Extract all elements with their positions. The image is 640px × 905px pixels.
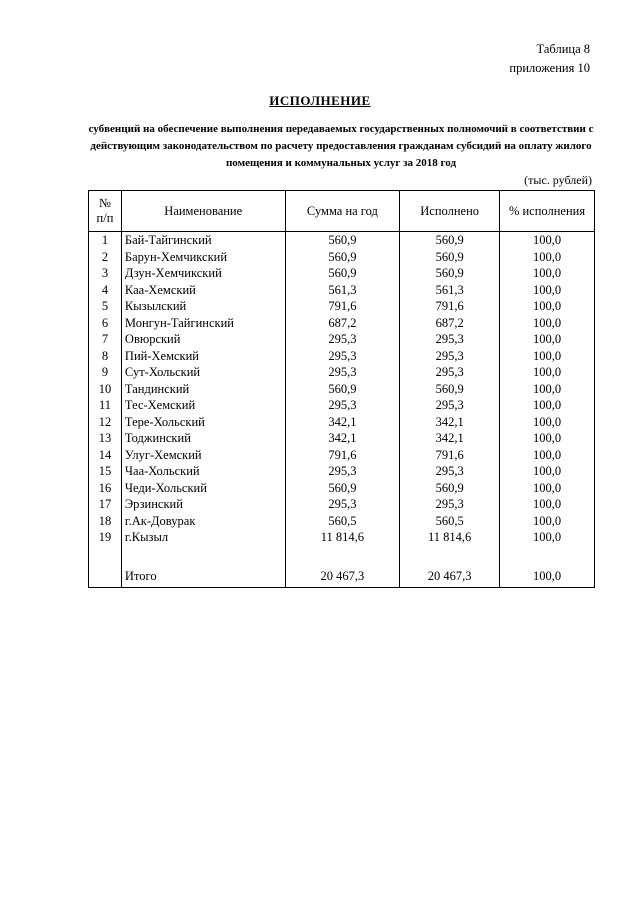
row-number-cell: 17 bbox=[89, 496, 122, 513]
row-executed-cell: 11 814,6 bbox=[400, 529, 500, 546]
row-number-cell: 18 bbox=[89, 513, 122, 530]
row-annual-cell: 791,6 bbox=[285, 447, 400, 464]
row-number-cell: 1 bbox=[89, 232, 122, 249]
total-percent-cell: 100,0 bbox=[500, 565, 595, 588]
row-annual-cell: 295,3 bbox=[285, 364, 400, 381]
row-name-cell: Бай-Тайгинский bbox=[121, 232, 285, 249]
row-executed-cell: 295,3 bbox=[400, 348, 500, 365]
column-header-name: Наименование bbox=[121, 191, 285, 232]
units-note: (тыс. рублей) bbox=[524, 173, 592, 187]
row-executed-cell: 295,3 bbox=[400, 331, 500, 348]
table-header-row bbox=[89, 191, 595, 232]
row-percent-cell: 100,0 bbox=[500, 232, 595, 249]
row-executed-cell: 295,3 bbox=[400, 496, 500, 513]
row-name-cell: Тандинский bbox=[121, 381, 285, 398]
row-number-cell: 12 bbox=[89, 414, 122, 431]
row-annual-cell: 687,2 bbox=[285, 315, 400, 332]
table-row bbox=[89, 315, 595, 332]
row-executed-cell: 295,3 bbox=[400, 364, 500, 381]
row-name-cell: Чеди-Хольский bbox=[121, 480, 285, 497]
row-percent-cell: 100,0 bbox=[500, 282, 595, 299]
row-annual-cell: 560,9 bbox=[285, 232, 400, 249]
row-executed-cell: 560,9 bbox=[400, 381, 500, 398]
column-header-executed: Исполнено bbox=[400, 191, 500, 232]
row-name-cell: г.Кызыл bbox=[121, 529, 285, 546]
row-percent-cell: 100,0 bbox=[500, 496, 595, 513]
execution-table bbox=[88, 190, 595, 588]
row-executed-cell: 295,3 bbox=[400, 397, 500, 414]
table-row bbox=[89, 331, 595, 348]
row-annual-cell: 295,3 bbox=[285, 348, 400, 365]
spacer-cell bbox=[400, 546, 500, 565]
row-name-cell: Дзун-Хемчикский bbox=[121, 265, 285, 282]
table-row bbox=[89, 430, 595, 447]
row-executed-cell: 791,6 bbox=[400, 447, 500, 464]
total-number-cell bbox=[89, 565, 122, 588]
row-number-cell: 4 bbox=[89, 282, 122, 299]
row-number-cell: 13 bbox=[89, 430, 122, 447]
row-number-cell: 10 bbox=[89, 381, 122, 398]
column-header-number-line1: № bbox=[98, 196, 111, 210]
table-row bbox=[89, 397, 595, 414]
column-header-percent: % исполнения bbox=[500, 191, 595, 232]
table-row bbox=[89, 364, 595, 381]
total-label-cell: Итого bbox=[121, 565, 285, 588]
spacer-cell bbox=[500, 546, 595, 565]
row-percent-cell: 100,0 bbox=[500, 381, 595, 398]
row-percent-cell: 100,0 bbox=[500, 529, 595, 546]
row-executed-cell: 791,6 bbox=[400, 298, 500, 315]
total-row bbox=[89, 565, 595, 588]
row-percent-cell: 100,0 bbox=[500, 298, 595, 315]
row-number-cell: 14 bbox=[89, 447, 122, 464]
document-reference bbox=[509, 40, 590, 78]
row-annual-cell: 560,9 bbox=[285, 265, 400, 282]
row-percent-cell: 100,0 bbox=[500, 414, 595, 431]
row-percent-cell: 100,0 bbox=[500, 480, 595, 497]
row-executed-cell: 560,9 bbox=[400, 480, 500, 497]
table-row bbox=[89, 447, 595, 464]
table-row bbox=[89, 232, 595, 249]
row-annual-cell: 560,5 bbox=[285, 513, 400, 530]
table-row bbox=[89, 282, 595, 299]
row-name-cell: Тес-Хемский bbox=[121, 397, 285, 414]
table-row bbox=[89, 480, 595, 497]
row-executed-cell: 687,2 bbox=[400, 315, 500, 332]
row-annual-cell: 561,3 bbox=[285, 282, 400, 299]
row-percent-cell: 100,0 bbox=[500, 364, 595, 381]
row-name-cell: Овюрский bbox=[121, 331, 285, 348]
table-row bbox=[89, 381, 595, 398]
column-header-number bbox=[89, 191, 122, 232]
table-row bbox=[89, 513, 595, 530]
row-executed-cell: 342,1 bbox=[400, 430, 500, 447]
row-executed-cell: 560,9 bbox=[400, 249, 500, 266]
row-number-cell: 11 bbox=[89, 397, 122, 414]
row-name-cell: Тере-Хольский bbox=[121, 414, 285, 431]
row-percent-cell: 100,0 bbox=[500, 397, 595, 414]
row-name-cell: Каа-Хемский bbox=[121, 282, 285, 299]
spacer-cell bbox=[285, 546, 400, 565]
table-row bbox=[89, 298, 595, 315]
appendix-number: приложения 10 bbox=[509, 61, 590, 75]
row-number-cell: 7 bbox=[89, 331, 122, 348]
row-number-cell: 3 bbox=[89, 265, 122, 282]
row-annual-cell: 791,6 bbox=[285, 298, 400, 315]
row-annual-cell: 560,9 bbox=[285, 480, 400, 497]
row-number-cell: 15 bbox=[89, 463, 122, 480]
table-row bbox=[89, 529, 595, 546]
row-annual-cell: 342,1 bbox=[285, 414, 400, 431]
row-percent-cell: 100,0 bbox=[500, 249, 595, 266]
row-percent-cell: 100,0 bbox=[500, 447, 595, 464]
row-number-cell: 6 bbox=[89, 315, 122, 332]
row-name-cell: Барун-Хемчикский bbox=[121, 249, 285, 266]
row-number-cell: 19 bbox=[89, 529, 122, 546]
total-executed-cell: 20 467,3 bbox=[400, 565, 500, 588]
row-annual-cell: 295,3 bbox=[285, 496, 400, 513]
table-row bbox=[89, 414, 595, 431]
row-annual-cell: 342,1 bbox=[285, 430, 400, 447]
spacer-cell bbox=[89, 546, 122, 565]
table-row bbox=[89, 249, 595, 266]
table-row bbox=[89, 265, 595, 282]
row-percent-cell: 100,0 bbox=[500, 430, 595, 447]
spacer-row bbox=[89, 546, 595, 565]
row-name-cell: Тоджинский bbox=[121, 430, 285, 447]
row-name-cell: Улуг-Хемский bbox=[121, 447, 285, 464]
row-name-cell: Сут-Хольский bbox=[121, 364, 285, 381]
row-name-cell: Пий-Хемский bbox=[121, 348, 285, 365]
row-percent-cell: 100,0 bbox=[500, 265, 595, 282]
row-annual-cell: 295,3 bbox=[285, 463, 400, 480]
table-body bbox=[89, 232, 595, 588]
row-percent-cell: 100,0 bbox=[500, 513, 595, 530]
row-annual-cell: 560,9 bbox=[285, 249, 400, 266]
row-annual-cell: 295,3 bbox=[285, 397, 400, 414]
column-header-annual: Сумма на год bbox=[285, 191, 400, 232]
row-percent-cell: 100,0 bbox=[500, 348, 595, 365]
row-executed-cell: 342,1 bbox=[400, 414, 500, 431]
row-name-cell: Чаа-Хольский bbox=[121, 463, 285, 480]
row-annual-cell: 560,9 bbox=[285, 381, 400, 398]
row-executed-cell: 561,3 bbox=[400, 282, 500, 299]
row-percent-cell: 100,0 bbox=[500, 315, 595, 332]
row-executed-cell: 295,3 bbox=[400, 463, 500, 480]
row-number-cell: 2 bbox=[89, 249, 122, 266]
row-name-cell: Эрзинский bbox=[121, 496, 285, 513]
total-annual-cell: 20 467,3 bbox=[285, 565, 400, 588]
row-name-cell: Монгун-Тайгинский bbox=[121, 315, 285, 332]
row-percent-cell: 100,0 bbox=[500, 463, 595, 480]
document-subtitle: субвенций на обеспечение выполнения передаваемых государственных полномочий в соответствии с действующим законодательством по расчету предоставления гражданам субсидий на оплату жилого помещения и коммунальных услуг за 2018 год bbox=[88, 123, 594, 169]
row-annual-cell: 11 814,6 bbox=[285, 529, 400, 546]
row-executed-cell: 560,9 bbox=[400, 232, 500, 249]
row-number-cell: 16 bbox=[89, 480, 122, 497]
row-number-cell: 8 bbox=[89, 348, 122, 365]
row-number-cell: 5 bbox=[89, 298, 122, 315]
row-executed-cell: 560,5 bbox=[400, 513, 500, 530]
table-number: Таблица 8 bbox=[536, 42, 590, 56]
table-row bbox=[89, 348, 595, 365]
document-title: ИСПОЛНЕНИЕ bbox=[269, 93, 371, 108]
row-number-cell: 9 bbox=[89, 364, 122, 381]
table-row bbox=[89, 463, 595, 480]
table-row bbox=[89, 496, 595, 513]
row-name-cell: Кызылский bbox=[121, 298, 285, 315]
row-executed-cell: 560,9 bbox=[400, 265, 500, 282]
row-percent-cell: 100,0 bbox=[500, 331, 595, 348]
column-header-number-line2: п/п bbox=[96, 211, 114, 225]
spacer-cell bbox=[121, 546, 285, 565]
row-name-cell: г.Ак-Довурак bbox=[121, 513, 285, 530]
row-annual-cell: 295,3 bbox=[285, 331, 400, 348]
